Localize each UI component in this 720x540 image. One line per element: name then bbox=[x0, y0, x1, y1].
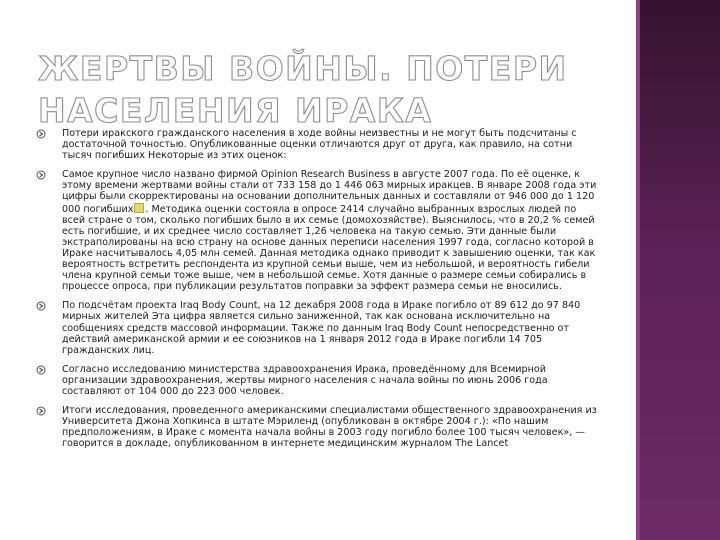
bullet-text: Итоги исследования, проведенного американскими специалистами общественного здравоохранения из Университета Джона Хопкинса в штате Мэриленд (опубликован в октябре 2004 г.): «По нашим предположениям, в Ираке с момента начала войны в 2003 году погибло более 100 тысяч человек», — говорится в докладе, опубликованном в интернете медицинским журналом The Lancet bbox=[62, 405, 597, 450]
arrow-bullet-icon bbox=[36, 365, 50, 375]
bullet-list bbox=[36, 128, 602, 457]
arrow-bullet-icon bbox=[36, 301, 50, 311]
bullet-item bbox=[36, 128, 602, 161]
bullet-text-continued: . Методика оценки состояла в опросе 2414 случайно выбранных взрослых людей по всей стране о том, сколько погибших было в их семье (домохозяйстве). Выяснилось, что в 20,2 % семей есть погибшие, и их среднее число составляет 1,26 человека на такую семью. Эти данные были экстраполированы на всю страну на основе данных переписи населения 1997 года, согласно которой в Ираке насчитывалось 4,05 млн семей. Данная методика однако приводит к завышению оценки, так как вероятность встретить респондента из крупной семьи выше, чем из небольшой, и вероятность гибели члена крупной семьи тоже выше, чем в небольшой семье. Хотя данные о размере семьи собирались в процессе опроса, при публикации результатов поправки за эффект размера семьи не вносились. bbox=[62, 203, 596, 293]
footnote-icon[interactable] bbox=[134, 203, 144, 213]
bullet-item bbox=[36, 405, 602, 449]
bullet-item bbox=[36, 364, 602, 397]
bullet-item bbox=[36, 300, 602, 355]
bullet-text: По подсчётам проекта Iraq Body Count, на 12 декабря 2008 года в Ираке погибло от 89 612 до 97 840 мирных жителей Эта цифра является сильно заниженной, так как основана исключительно на сообщениях средств массовой информации. Также по данным Iraq Body Count непосредственно от действий американской армии и ее союзников на 1 января 2012 года в Ираке погибли 14 705 гражданских лиц. bbox=[62, 300, 581, 356]
bullet-text: Потери иракского гражданского населения в ходе войны неизвестны и не могут быть подсчитаны с достаточной точностью. Опубликованные оценки отличаются друг от друга, как правило, на сотни тысяч погибших Некоторые из этих оценок: bbox=[62, 128, 577, 162]
arrow-bullet-icon bbox=[36, 129, 50, 139]
slide-title: ЖЕРТВЫ ВОЙНЫ. ПОТЕРИ НАСЕЛЕНИЯ ИРАКА bbox=[38, 49, 568, 130]
arrow-bullet-icon bbox=[36, 170, 50, 180]
bullet-text: Самое крупное число названо фирмой Opinion Research Business в августе 2007 года. По её оценке, к этому времени жертвами войны стали от 733 158 до 1 446 063 мирных иракцев. В январе 2008 года эти цифры были скорректированы на основании дополнительных данных и составляли от 946 000 до 1 120 000 погибших bbox=[62, 169, 597, 215]
arrow-bullet-icon bbox=[36, 406, 50, 416]
bullet-item bbox=[36, 169, 602, 292]
bullet-text: Согласно исследованию министерства здравоохранения Ирака, проведённому для Всемирной организации здравоохранения, жертвы мирного населения с начала войны по июнь 2006 года составляют от 104 000 до 223 000 человек. bbox=[62, 363, 548, 397]
